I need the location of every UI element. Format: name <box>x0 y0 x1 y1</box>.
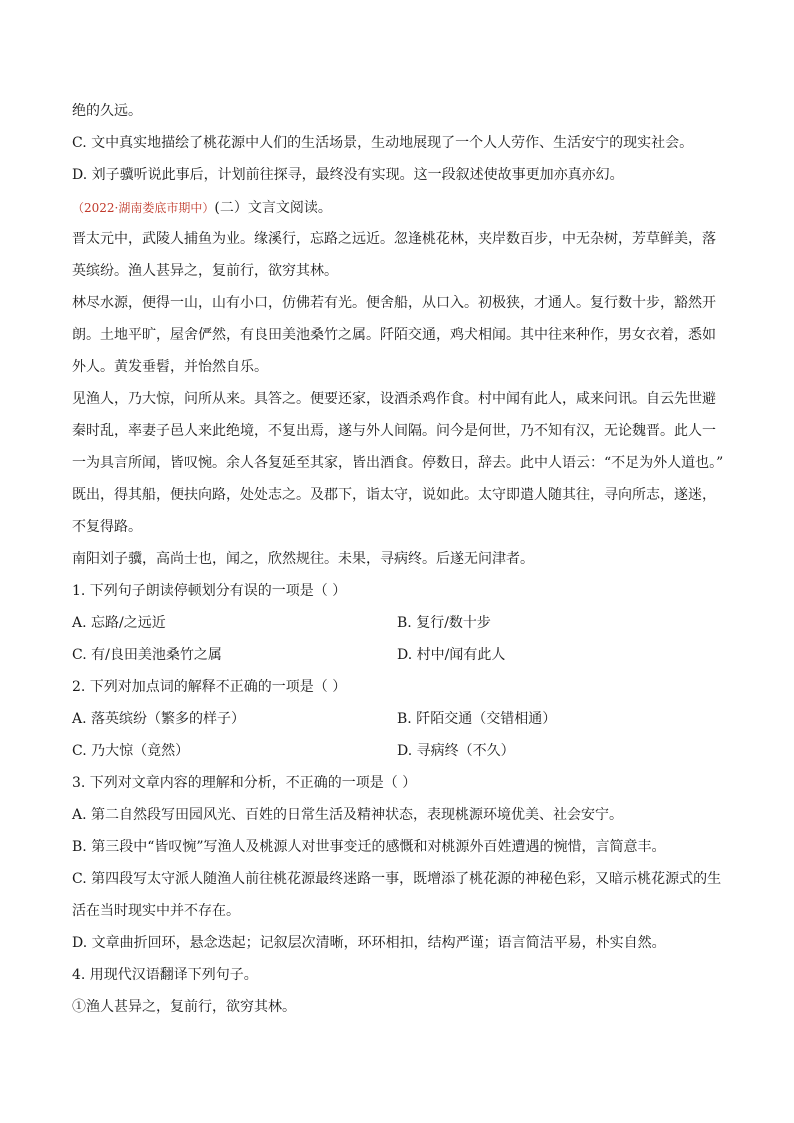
passage-line: 不复得路。 <box>72 519 142 535</box>
text-line: 绝的久远。 <box>72 103 142 119</box>
passage-line: 既出，得其船，便扶向路，处处志之。及郡下，诣太守，说如此。太守即遣人随其往，寻向所志，遂迷， <box>72 487 716 503</box>
section-heading <box>72 198 332 218</box>
section-title: (二）文言文阅读。 <box>214 200 332 216</box>
passage-line: 外人。黄发垂髫，并怡然自乐。 <box>72 359 268 375</box>
passage-line: 南阳刘子骥，高尚士也，闻之，欣然规往。未果，寻病终。后遂无问津者。 <box>72 551 534 567</box>
passage-line: 英缤纷。渔人甚异之，复前行，欲穷其林。 <box>72 263 338 279</box>
q1-option-b: B. 复行/数十步 <box>397 615 491 631</box>
q1-option-c: C. 有/良田美池桑竹之属 <box>72 647 222 663</box>
passage-line: 一为具言所闻，皆叹惋。余人各复延至其家，皆出酒食。停数日，辞去。此中人语云：“不足为外人道也。” <box>72 455 724 471</box>
q3-option-c: C. 第四段写太守派人随渔人前往桃花源最终迷路一事，既增添了桃花源的神秘色彩，又暗示桃花源式的生 <box>72 871 722 887</box>
passage-line: 朗。土地平旷，屋舍俨然，有良田美池桑竹之属。阡陌交通，鸡犬相闻。其中往来种作，男女衣着，悉如 <box>72 327 716 343</box>
q2-option-a: A. 落英缤纷（繁多的样子） <box>72 711 246 727</box>
q3-option-c-cont: 活在当时现实中并不存在。 <box>72 903 240 919</box>
passage-line: 见渔人，乃大惊，问所从来。具答之。便要还家，设酒杀鸡作食。村中闻有此人，咸来问讯。自云先世避 <box>72 391 716 407</box>
question-3-stem: 3. 下列对文章内容的理解和分析，不正确的一项是（ ） <box>72 775 417 791</box>
option-c-prev: C. 文中真实地描绘了桃花源中人们的生活场景，生动地展现了一个人人劳作、生活安宁的现实社会。 <box>72 135 694 151</box>
q2-option-c: C. 乃大惊（竟然） <box>72 743 190 759</box>
q2-option-b: B. 阡陌交通（交错相通） <box>397 711 557 727</box>
source-tag: （2022·湖南娄底市期中） <box>72 201 215 215</box>
q3-option-d: D. 文章曲折回环，悬念迭起；记叙层次清晰，环环相扣，结构严谨；语言简洁平易，朴实自然。 <box>72 935 666 951</box>
q3-option-a: A. 第二自然段写田园风光、百姓的日常生活及精神状态，表现桃源环境优美、社会安宁。 <box>72 807 624 823</box>
question-2-stem: 2. 下列对加点词的解释不正确的一项是（ ） <box>72 679 347 695</box>
q4-item-1: ①渔人甚异之，复前行，欲穷其林。 <box>72 999 296 1015</box>
option-d-prev: D. 刘子骥听说此事后，计划前往探寻，最终没有实现。这一段叙述使故事更加亦真亦幻。 <box>72 167 624 183</box>
q1-option-a: A. 忘路/之远近 <box>72 615 166 631</box>
q1-option-d: D. 村中/闻有此人 <box>397 647 506 663</box>
question-1-stem: 1. 下列句子朗读停顿划分有误的一项是（ ） <box>72 583 347 599</box>
q2-option-d: D. 寻病终（不久） <box>397 743 515 759</box>
passage-line: 林尽水源，便得一山，山有小口，仿佛若有光。便舍船，从口入。初极狭，才通人。复行数十步，豁然开 <box>72 295 716 311</box>
q3-option-b: B. 第三段中“皆叹惋”写渔人及桃源人对世事变迁的感慨和对桃源外百姓遭遇的惋惜，言简意丰。 <box>72 839 666 855</box>
passage-line: 秦时乱，率妻子邑人来此绝境，不复出焉，遂与外人间隔。问今是何世，乃不知有汉，无论魏晋。此人一 <box>72 423 716 439</box>
question-4-stem: 4. 用现代汉语翻译下列句子。 <box>72 967 258 983</box>
passage-line: 晋太元中，武陵人捕鱼为业。缘溪行，忘路之远近。忽逢桃花林，夹岸数百步，中无杂树，芳草鲜美，落 <box>72 231 716 247</box>
